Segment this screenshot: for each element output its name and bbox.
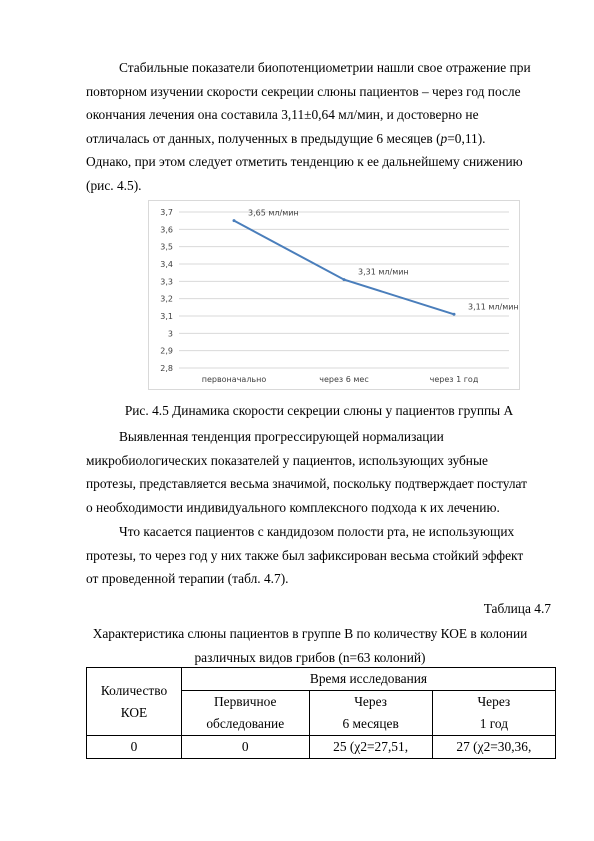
y-tick-label: 3 — [167, 329, 173, 339]
text-line: повторном изучении скорости секреции слюны пациентов – через год после — [86, 83, 521, 99]
text-line: протезы, то через год у них также был зафиксирован весьма стойкий эффект — [86, 547, 524, 563]
data-label: 3,65 мл/мин — [248, 208, 299, 218]
text-line: Что касается пациентов с кандидозом полости рта, не использующих — [119, 524, 515, 539]
text-fragment: отличалась от данных, полученных в предыдущие 6 месяцев ( — [86, 130, 441, 146]
text-line: Выявленная тенденция прогрессирующей нормализации — [119, 429, 444, 444]
header-text: Через — [354, 694, 387, 709]
x-tick-label: первоначально — [201, 375, 267, 384]
table-cell: 27 (χ2=30,36, — [432, 736, 555, 759]
y-tick-label: 3,2 — [160, 294, 173, 304]
paragraph-3 — [86, 520, 552, 591]
header-cell-time: Время исследования — [182, 668, 556, 691]
y-tick-label: 3,5 — [160, 242, 173, 252]
header-text: 6 месяцев — [342, 716, 399, 731]
paragraph-1 — [86, 56, 552, 197]
header-cell-kfu — [87, 668, 182, 736]
y-tick-label: 2,8 — [160, 364, 173, 373]
text-line: от проведенной терапии (табл. 4.7). — [86, 571, 289, 586]
data-label: 3,11 мл/мин — [468, 302, 519, 312]
text-fragment: =0,11). — [447, 130, 486, 146]
data-label: 3,31 мл/мин — [358, 267, 409, 277]
chart-svg — [149, 201, 519, 389]
data-table — [86, 667, 556, 759]
p-symbol: p — [440, 130, 448, 146]
table-title-line: различных видов грибов (n=63 колоний) — [194, 649, 426, 665]
paragraph-2 — [86, 425, 552, 519]
data-point — [453, 313, 456, 316]
header-cell-initial — [182, 691, 310, 736]
text-line: Однако, при этом следует отметить тенденцию к ее дальнейшему снижению — [86, 154, 523, 169]
y-tick-label: 3,7 — [160, 208, 173, 217]
header-cell-1-year — [432, 691, 555, 736]
y-tick-label: 3,4 — [160, 260, 173, 269]
text-line: (рис. 4.5). — [86, 177, 142, 193]
y-tick-label: 3,1 — [160, 312, 173, 321]
header-cell-6-months — [309, 691, 432, 736]
header-text: 1 год — [479, 716, 509, 731]
table-cell: 25 (χ2=27,51, — [309, 736, 432, 759]
series-line — [234, 221, 454, 315]
text-line: микробиологических показателей у пациентов, использующих зубные — [86, 452, 488, 468]
table-title-line: Характеристика слюны пациентов в группе В по количеству КОЕ в колонии — [92, 626, 528, 641]
y-tick-label: 3,6 — [160, 225, 173, 235]
text-line: о необходимости индивидуального комплексного подхода к их лечению. — [86, 499, 500, 515]
text-line: протезы, представляется весьма значимой, поскольку подтверждает постулат — [86, 476, 527, 491]
text-line — [86, 127, 552, 151]
data-point — [233, 219, 236, 222]
table-number: Таблица 4.7 — [483, 601, 551, 616]
x-tick-label: через 6 мес — [319, 375, 369, 384]
table-cell: 0 — [87, 736, 182, 759]
data-point — [343, 278, 346, 281]
y-tick-label: 2,9 — [160, 346, 173, 356]
table-row — [87, 736, 556, 759]
header-text: Через — [477, 694, 511, 709]
figure-caption: Рис. 4.5 Динамика скорости секреции слюны у пациентов группы А — [124, 403, 514, 418]
header-text: Первичное — [213, 694, 277, 709]
table-title — [60, 622, 560, 669]
text-line: Стабильные показатели биопотенциометрии нашли свое отражение при — [119, 60, 531, 75]
text-line: окончания лечения она составила 3,11±0,64 мл/мин, и достоверно не — [86, 107, 479, 122]
table-cell: 0 — [182, 736, 310, 759]
line-chart — [148, 200, 520, 390]
header-text: КОЕ — [120, 704, 148, 720]
x-tick-label: через 1 год — [429, 375, 479, 384]
header-text: Количество — [100, 682, 168, 698]
header-text: обследование — [206, 716, 285, 731]
y-tick-label: 3,3 — [160, 277, 173, 287]
